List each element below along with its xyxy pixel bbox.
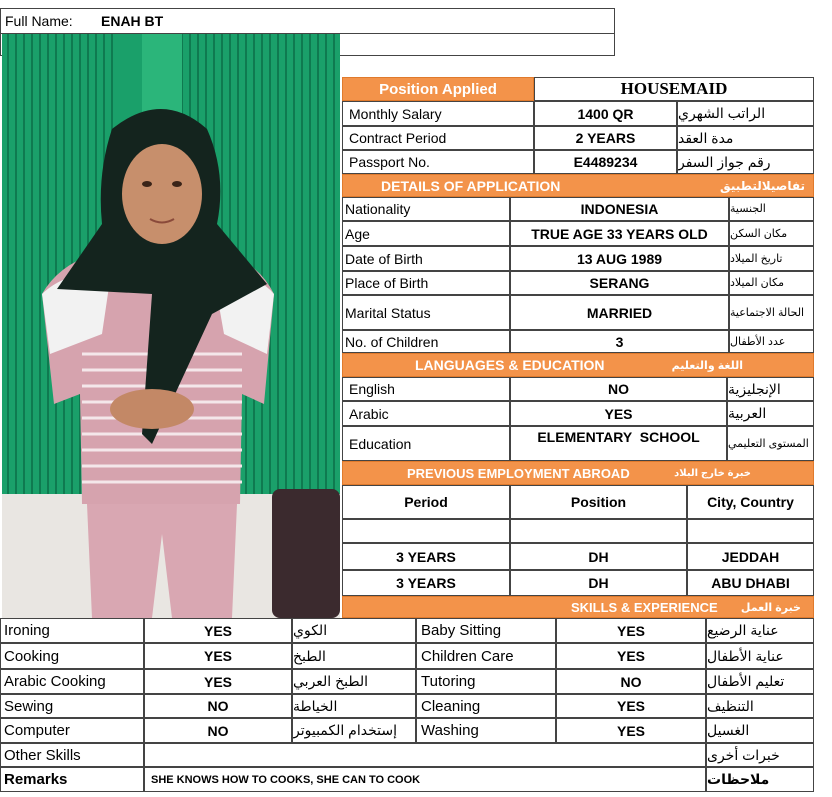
- position-applied-label: [342, 77, 534, 101]
- skill-arabic-cooking-ar: الطبخ العربي: [292, 669, 416, 694]
- employment-row-2-city: ABU DHABI: [687, 570, 814, 596]
- skill-computer-value: NO: [144, 718, 292, 743]
- full-name-value: ENAH BT: [101, 13, 164, 29]
- age-label: Age: [342, 221, 510, 246]
- passport-value: E4489234: [534, 150, 677, 174]
- skill-children-care-ar: عناية الأطفال: [706, 643, 814, 669]
- remarks-ar: ملاحظات: [706, 767, 814, 792]
- age-ar: مكان السكن: [729, 221, 814, 246]
- skill-ironing-value: YES: [144, 618, 292, 643]
- skill-baby-sitting-label: Baby Sitting: [416, 618, 556, 643]
- passport-label: Passport No.: [342, 150, 534, 174]
- monthly-salary-ar: الراتب الشهري: [677, 101, 814, 126]
- details-header-en: DETAILS OF APPLICATION: [381, 177, 561, 194]
- employment-row-1-position: DH: [510, 543, 687, 570]
- skill-baby-sitting-ar: عناية الرضيع: [706, 618, 814, 643]
- monthly-salary-label: Monthly Salary: [342, 101, 534, 126]
- details-header-ar: تفاصيلالتطبيق: [720, 178, 805, 193]
- marital-status-value: MARRIED: [510, 295, 729, 330]
- skill-children-care-label: Children Care: [416, 643, 556, 669]
- pob-value: SERANG: [510, 271, 729, 295]
- education-label: Education: [342, 426, 510, 461]
- employment-row-2-position: DH: [510, 570, 687, 596]
- employment-blank-3: [687, 519, 814, 543]
- pob-label: Place of Birth: [342, 271, 510, 295]
- skill-ironing-label: Ironing: [0, 618, 144, 643]
- contract-period-ar: مدة العقد: [677, 126, 814, 150]
- skills-header-en: SKILLS & EXPERIENCE: [571, 599, 718, 615]
- english-ar: الإنجليزية: [727, 377, 814, 401]
- dob-label: Date of Birth: [342, 246, 510, 271]
- skill-tutoring-label: Tutoring: [416, 669, 556, 694]
- skill-cleaning-ar: التنظيف: [706, 694, 814, 718]
- children-value: 3: [510, 330, 729, 353]
- nationality-label: Nationality: [342, 197, 510, 221]
- skill-tutoring-value: NO: [556, 669, 706, 694]
- full-name-label: Full Name:: [5, 13, 73, 29]
- employment-header-en: PREVIOUS EMPLOYMENT ABROAD: [407, 465, 630, 481]
- dob-ar: تاريخ الميلاد: [729, 246, 814, 271]
- english-label: English: [342, 377, 510, 401]
- remarks-value: SHE KNOWS HOW TO COOKS, SHE CAN TO COOK: [144, 767, 706, 792]
- skill-sewing-label: Sewing: [0, 694, 144, 718]
- pob-ar: مكان الميلاد: [729, 271, 814, 295]
- name-row: [0, 8, 615, 34]
- skill-computer-label: Computer: [0, 718, 144, 743]
- contract-period-value: 2 YEARS: [534, 126, 677, 150]
- employment-period-header: Period: [342, 485, 510, 519]
- remarks-label: Remarks: [0, 767, 144, 792]
- employment-position-header: Position: [510, 485, 687, 519]
- employment-row-1-period: 3 YEARS: [342, 543, 510, 570]
- employment-header-ar: خبرة خارج البلاد: [674, 467, 751, 479]
- skill-cooking-value: YES: [144, 643, 292, 669]
- skill-ironing-ar: الكوي: [292, 618, 416, 643]
- details-header: [342, 174, 814, 197]
- skill-arabic-cooking-label: Arabic Cooking: [0, 669, 144, 694]
- position-applied-label-text: Position Applied: [379, 80, 497, 98]
- children-label: No. of Children: [342, 330, 510, 353]
- other-skills-value: [144, 743, 706, 767]
- passport-ar: رقم جواز السفر: [677, 150, 814, 174]
- languages-header: [342, 353, 814, 377]
- children-ar: عدد الأطفال: [729, 330, 814, 353]
- skill-cooking-ar: الطبخ: [292, 643, 416, 669]
- arabic-value: YES: [510, 401, 727, 426]
- languages-header-ar: اللغة والتعليم: [671, 359, 743, 372]
- other-skills-ar: خبرات أخرى: [706, 743, 814, 767]
- skill-washing-value: YES: [556, 718, 706, 743]
- nationality-value: INDONESIA: [510, 197, 729, 221]
- skills-header: [342, 596, 814, 618]
- nationality-ar: الجنسية: [729, 197, 814, 221]
- applicant-photo-graphic: [2, 34, 340, 618]
- skills-header-ar: خبرة العمل: [740, 601, 801, 614]
- skill-children-care-value: YES: [556, 643, 706, 669]
- english-value: NO: [510, 377, 727, 401]
- skill-cleaning-label: Cleaning: [416, 694, 556, 718]
- employment-blank-2: [510, 519, 687, 543]
- position-applied-value: HOUSEMAID: [534, 77, 814, 101]
- age-value: TRUE AGE 33 YEARS OLD: [510, 221, 729, 246]
- skill-computer-ar: إستخدام الكمبيوتر: [292, 718, 416, 743]
- skill-arabic-cooking-value: YES: [144, 669, 292, 694]
- employment-row-2-period: 3 YEARS: [342, 570, 510, 596]
- arabic-ar: العربية: [727, 401, 814, 426]
- skill-sewing-ar: الخياطة: [292, 694, 416, 718]
- employment-row-1-city: JEDDAH: [687, 543, 814, 570]
- employment-city-header: City, Country: [687, 485, 814, 519]
- marital-status-label: Marital Status: [342, 295, 510, 330]
- skill-washing-ar: الغسيل: [706, 718, 814, 743]
- marital-status-ar: الحالة الاجتماعية: [729, 295, 814, 330]
- skill-tutoring-ar: تعليم الأطفال: [706, 669, 814, 694]
- skill-cleaning-value: YES: [556, 694, 706, 718]
- employment-header: [342, 461, 814, 485]
- dob-value: 13 AUG 1989: [510, 246, 729, 271]
- contract-period-label: Contract Period: [342, 126, 534, 150]
- skill-baby-sitting-value: YES: [556, 618, 706, 643]
- other-skills-label: Other Skills: [0, 743, 144, 767]
- education-ar: المستوى التعليمي: [727, 426, 814, 461]
- applicant-photo: [2, 34, 340, 618]
- languages-header-en: LANGUAGES & EDUCATION: [415, 357, 605, 373]
- education-value: ELEMENTARY SCHOOL: [510, 426, 727, 461]
- employment-blank-1: [342, 519, 510, 543]
- monthly-salary-value: 1400 QR: [534, 101, 677, 126]
- arabic-label: Arabic: [342, 401, 510, 426]
- skill-washing-label: Washing: [416, 718, 556, 743]
- skill-sewing-value: NO: [144, 694, 292, 718]
- skill-cooking-label: Cooking: [0, 643, 144, 669]
